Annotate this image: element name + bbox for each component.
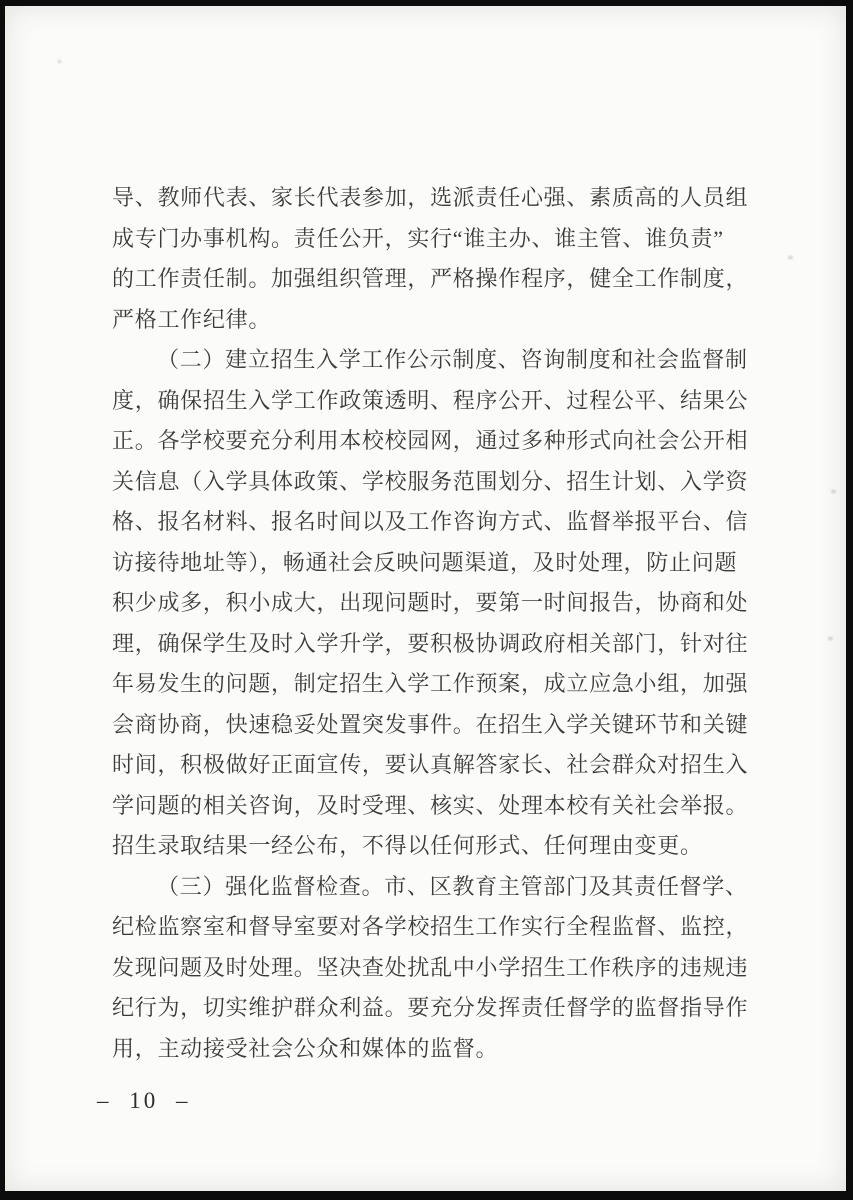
body-line: 纪行为，切实维护群众利益。要充分发挥责任督学的监督指导作: [112, 995, 749, 1020]
scan-speck: [788, 256, 793, 259]
body-line: 严格工作纪律。: [112, 306, 272, 332]
body-line: 时间，积极做好正面宣传，要认真解答家长、社会群众对招生入: [112, 752, 749, 777]
body-line: 理，确保学生及时入学升学，要积极协调政府相关部门，针对往: [112, 630, 749, 656]
body-line: 格、报名材料、报名时间以及工作咨询方式、监督举报平台、信: [112, 509, 749, 534]
document-page: [5, 6, 846, 1191]
scan-speck: [337, 931, 340, 934]
page-number: – 10 –: [97, 1088, 191, 1113]
body-line: 度，确保招生入学工作政策透明、程序公开、过程公平、结果公: [112, 387, 749, 413]
body-line: 纪检监察室和督导室要对各学校招生工作实行全程监督、监控，: [112, 914, 749, 939]
scan-speck: [831, 490, 836, 493]
scan-speck: [58, 60, 61, 63]
body-line: 招生录取结果一经公布，不得以任何形式、任何理由变更。: [112, 833, 703, 858]
body-line: 发现问题及时处理。坚决查处扰乱中小学招生工作秩序的违规违: [112, 954, 749, 980]
body-line: 关信息（入学具体政策、学校服务范围划分、招生计划、入学资: [112, 468, 749, 494]
body-line: 学问题的相关咨询，及时受理、核实、处理本校有关社会举报。: [112, 792, 749, 818]
body-line: 正。各学校要充分利用本校校园网，通过多种形式向社会公开相: [112, 428, 749, 453]
body-line: （二）建立招生入学工作公示制度、咨询制度和社会监督制: [157, 347, 748, 372]
body-line: 会商协商，快速稳妥处置突发事件。在招生入学关键环节和关键: [112, 711, 749, 737]
body-line: 导、教师代表、家长代表参加，选派责任心强、素质高的人员组: [112, 185, 749, 210]
body-line: （三）强化监督检查。市、区教育主管部门及其责任督学、: [157, 873, 748, 899]
body-line: 用，主动接受社会公众和媒体的监督。: [112, 1035, 499, 1061]
body-line: 成专门办事机构。责任公开，实行“谁主办、谁主管、谁负责”: [112, 225, 724, 251]
scan-speck: [828, 637, 833, 640]
body-line: 积少成多，积小成大，出现问题时，要第一时间报告，协商和处: [112, 590, 749, 615]
document-body: [112, 178, 750, 1069]
body-line: 访接待地址等），畅通社会反映问题渠道，及时处理，防止问题: [112, 549, 738, 575]
body-line: 的工作责任制。加强组织管理，严格操作程序，健全工作制度，: [112, 266, 749, 291]
body-line: 年易发生的问题，制定招生入学工作预案，成立应急小组，加强: [112, 671, 749, 696]
